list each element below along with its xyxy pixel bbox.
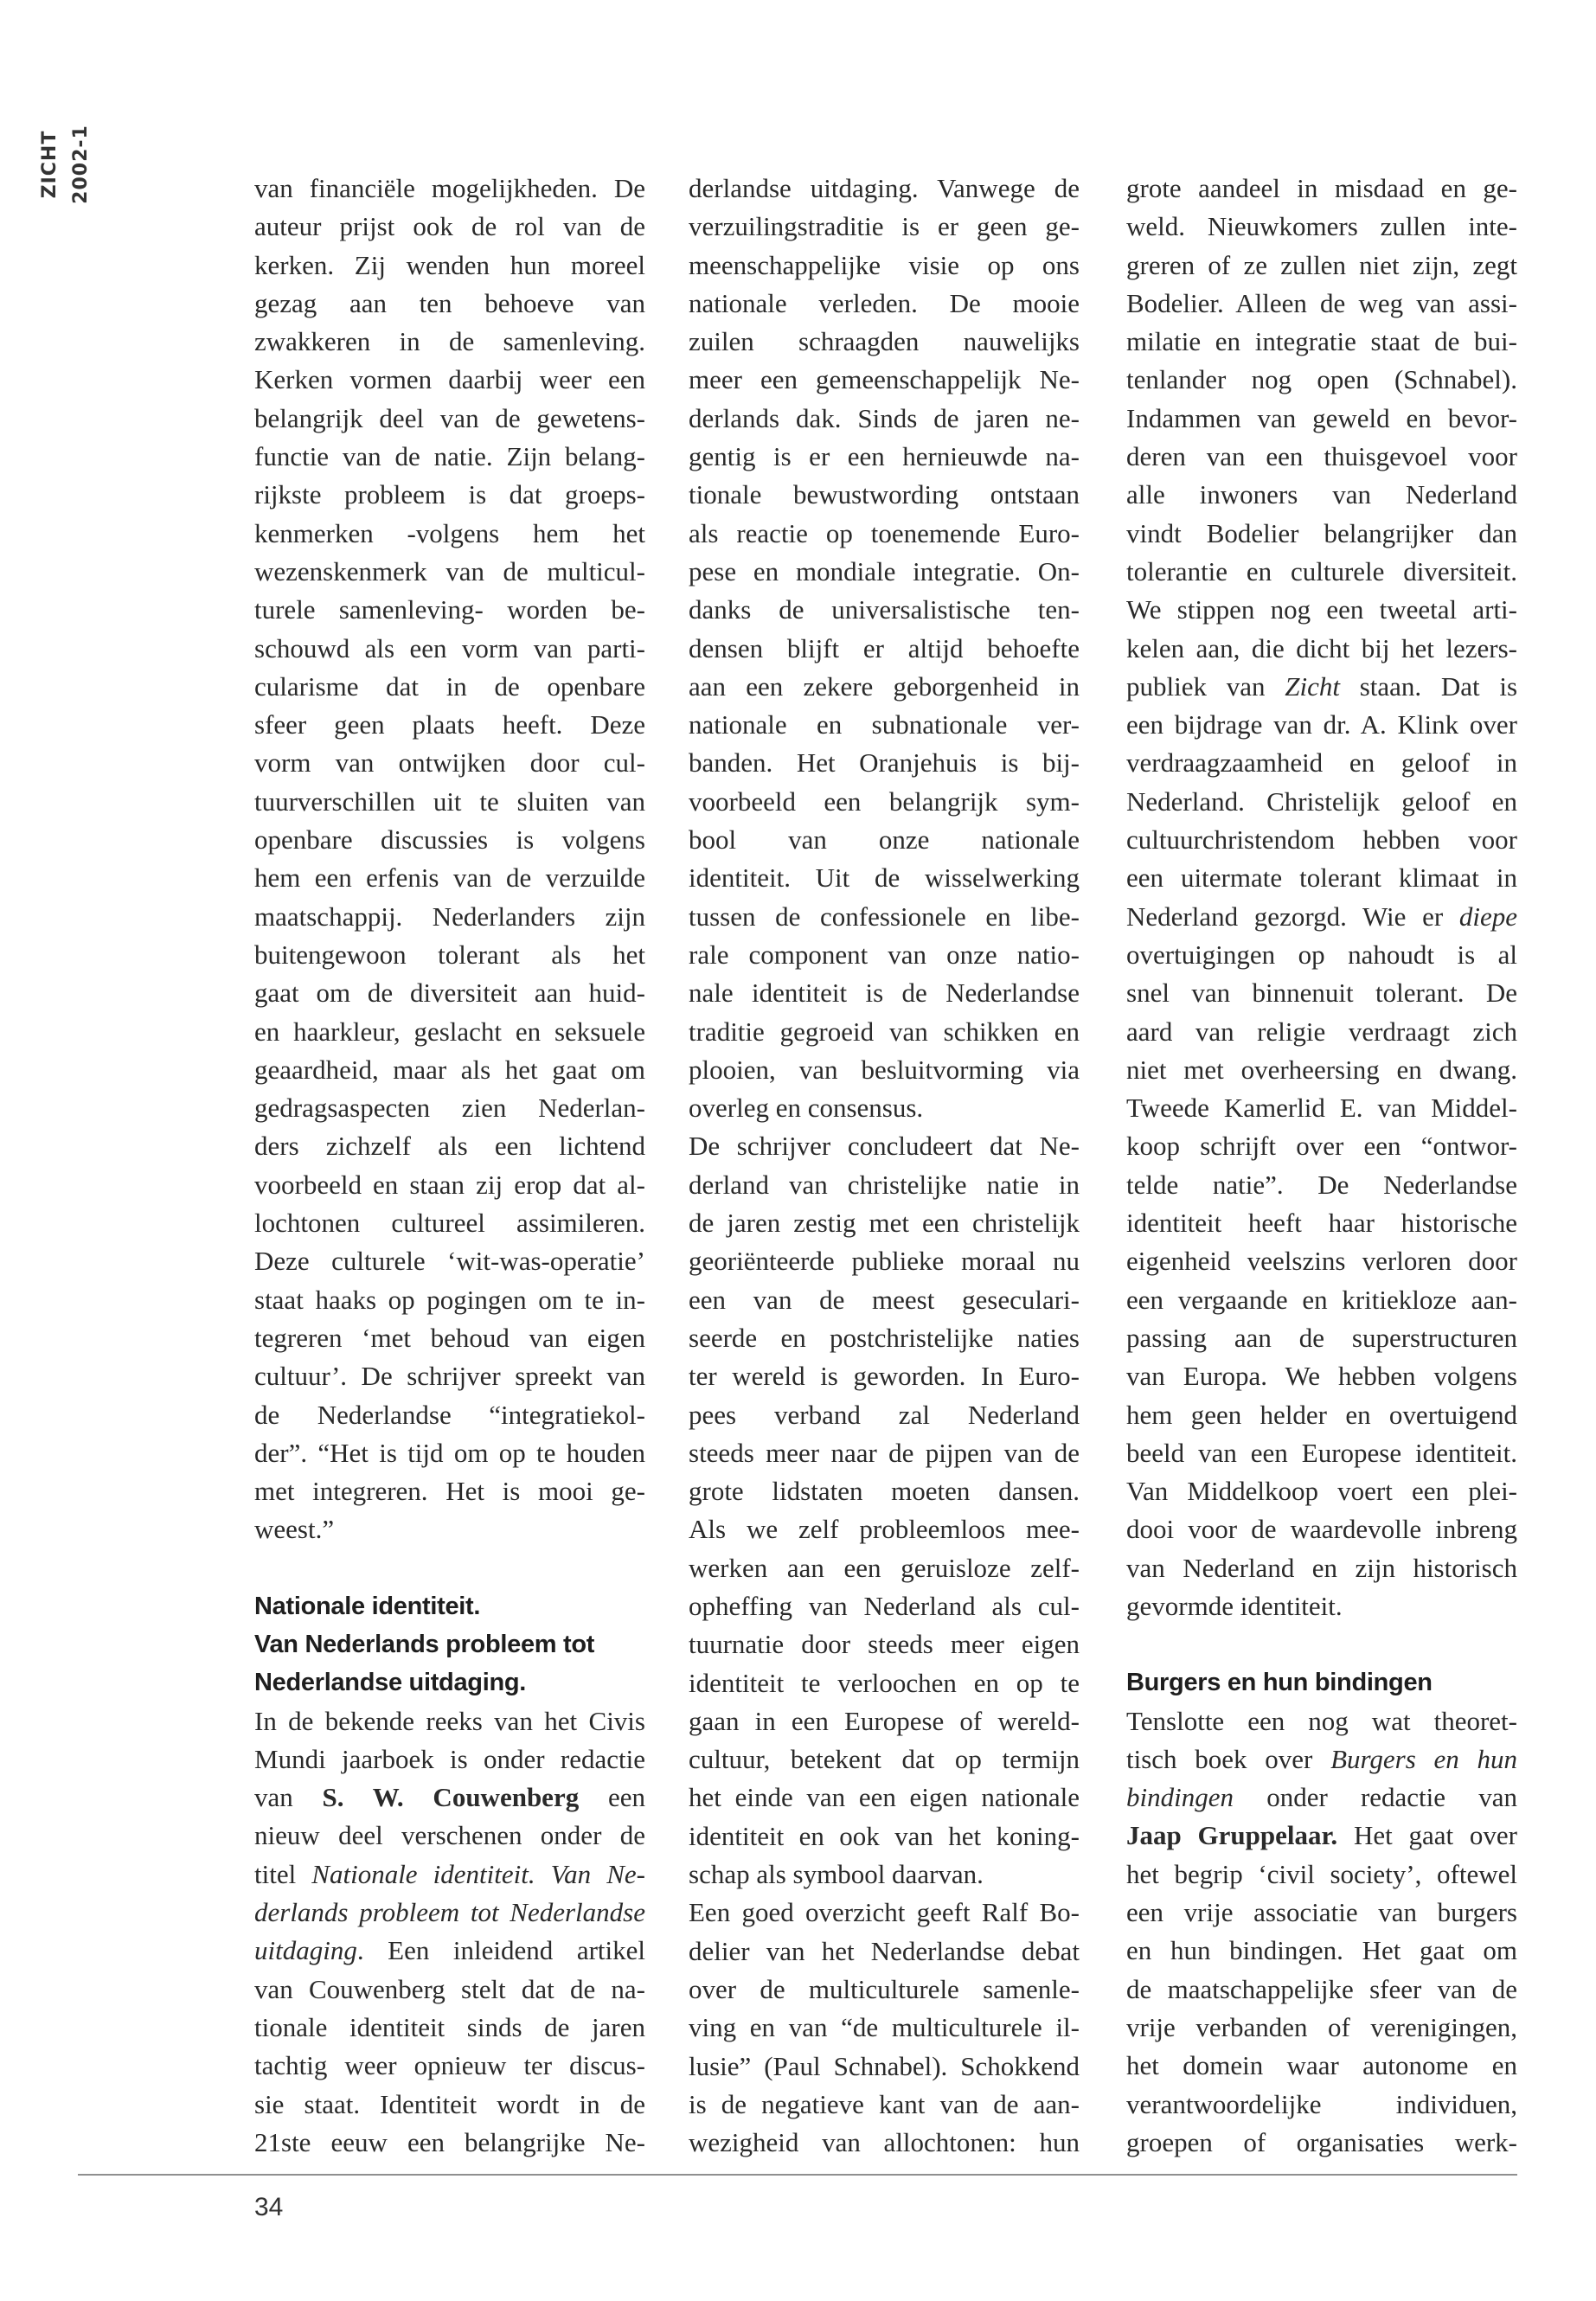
text-line: banden. Het Oranjehuis is bij- [689,747,1080,779]
paragraph [689,170,1080,1127]
book-title: Burgers en hun [1330,1743,1518,1774]
text-line: lochtonen cultureel assimileren. [254,1208,645,1239]
text-line: gevormde identiteit. [1126,1590,1343,1621]
text-line: gezag aan ten behoeve van [254,287,645,318]
text-line: Mundi jaarboek is onder redactie [254,1743,645,1774]
text-line: identiteit en ook van het koning- [689,1820,1080,1851]
text-line: beeld van een Europese identiteit. [1126,1437,1517,1468]
text-line: greren of ze zullen niet zijn, zegt [1126,249,1517,280]
editor-name: S. W. Couwenberg [322,1782,580,1813]
text-line: van Europa. We hebben volgens [1126,1361,1517,1392]
text-line: auteur prijst ook de rol van de [254,211,645,242]
text-line: identiteit heeft haar historische [1126,1208,1517,1239]
text-line: derland van christelijke natie in [689,1169,1080,1200]
text-line: derlandse uitdaging. Vanwege de [689,173,1080,203]
paragraph [254,170,645,1549]
text-line: het einde van een eigen nationale [689,1782,1080,1813]
text-line: hem een erfenis van de verzuilde [254,862,645,894]
text-line: en haarkleur, geslacht en seksuele [254,1016,645,1047]
text-line: titel Nationale identiteit. Van Ne- [254,1858,645,1889]
text-line: Een goed overzicht geeft Ralf Bo- [689,1897,1080,1928]
paragraph [689,1894,1080,2162]
text-line: nationale en subnationale ver- [689,709,1080,740]
text-line: met integreren. Het is mooi ge- [254,1476,645,1507]
text-line: georiënteerde publieke moraal nu [689,1246,1080,1277]
text-line: voorbeeld en staan zij erop dat al- [254,1169,645,1200]
text-line: nationale verleden. De mooie [689,287,1080,318]
text-line: In de bekende reeks van het Civis [254,1705,645,1736]
text-line: zuilen schraagden nauwelijks [689,326,1080,357]
text-line: bool van onze nationale [689,824,1080,856]
text-line: ving en van “de multiculturele il- [689,2012,1080,2043]
text-line: buitengewoon tolerant als het [254,939,645,970]
text-line: meenschappelijke visie op ons [689,249,1080,280]
text-line: sfeer geen plaats heeft. Deze [254,709,645,740]
page-number: 34 [254,2193,284,2221]
text-line: een vrije associatie van burgers [1126,1897,1517,1928]
text-line: hem geen helder en overtuigend [1126,1399,1517,1430]
text-line: Deze culturele ‘wit-was-operatie’ [254,1246,645,1277]
section-heading [254,1587,645,1702]
column-3 [1126,170,1517,2162]
text-line: is de negatieve kant van de aan- [689,2088,1080,2119]
text-line: pees verband zal Nederland [689,1399,1080,1430]
text-line: ders zichzelf als een lichtend [254,1131,645,1162]
paragraph [254,1702,645,2163]
text-line: verantwoordelijke individuen, [1126,2088,1517,2119]
text-line: telde natie”. De Nederlandse [1126,1169,1517,1200]
text-line: schouwd als een vorm van parti- [254,632,645,663]
text-line: pese en mondiale integratie. On- [689,555,1080,586]
text-line: niet met overheersing en dwang. [1126,1054,1517,1085]
text-line: kelen aan, die dicht bij het lezers- [1126,632,1517,663]
text-line: groepen of organisaties werk- [1126,2126,1517,2157]
paragraph [689,1127,1080,1894]
text-line: derlands dak. Sinds de jaren ne- [689,402,1080,433]
text-line: verzuilingstraditie is er geen ge- [689,211,1080,242]
text-line: densen blijft er altijd behoefte [689,632,1080,663]
text-line: tuurnatie door steeds meer eigen [689,1629,1080,1660]
text-line: tussen de confessionele en libe- [689,901,1080,932]
text-line: cultuur’. De schrijver spreekt van [254,1361,645,1392]
emphasis: diepe [1458,901,1517,932]
text-line: uitdaging. Een inleidend artikel [254,1935,645,1966]
heading-line: Nationale identiteit. [254,1592,481,1620]
text-line: turele samenleving- worden be- [254,594,645,625]
text-line: tionale identiteit sinds de jaren [254,2011,645,2042]
text-line: cultuur, betekent dat op termijn [689,1744,1080,1775]
magazine-title: Zicht [1285,670,1340,702]
text-line: lusie” (Paul Schnabel). Schokkend [689,2050,1080,2081]
paragraph [1126,170,1517,1625]
text-line: meer een gemeenschappelijk Ne- [689,364,1080,395]
text-line: koop schrijft over een “ontwor- [1126,1131,1517,1162]
paragraph [1126,1702,1517,2163]
text-line: der”. “Het is tijd om op te houden [254,1437,645,1468]
text-line: aan een zekere geborgenheid in [689,670,1080,702]
text-line: kenmerken -volgens hem het [254,517,645,548]
text-line: nieuw deel verschenen onder de [254,1820,645,1851]
text-line: van financiële mogelijkheden. De [254,173,645,203]
text-line: een van de meest geseculari- [689,1284,1080,1315]
section-heading: Burgers en hun bindingen [1126,1669,1433,1697]
text-line: snel van binnenuit tolerant. De [1126,977,1517,1009]
text-line: identiteit te verloochen en op te [689,1667,1080,1698]
text-line: wezigheid van allochtonen: hun [689,2127,1080,2158]
text-line: Tweede Kamerlid E. van Middel- [1126,1093,1517,1124]
text-line: dooi voor de waardevolle inbreng [1126,1514,1517,1545]
text-line: openbare discussies is volgens [254,824,645,856]
footer-rule [78,2174,1517,2176]
text-line: belangrijk deel van de gewetens- [254,402,645,433]
text-line: ter wereld is geworden. In Euro- [689,1361,1080,1392]
text-line: gaat om de diversiteit aan huid- [254,977,645,1009]
text-line: vrije verbanden of verenigingen, [1126,2011,1517,2042]
text-line: plooien, van besluitvorming via [689,1054,1080,1085]
text-line: het domein waar autonome en [1126,2050,1517,2081]
text-line: als reactie op toenemende Euro- [689,517,1080,548]
text-line: eigenheid veelszins verloren door [1126,1246,1517,1277]
column-2 [689,170,1080,2162]
text-line: alle inwoners van Nederland [1126,479,1517,510]
text-line: en hun bindingen. Het gaat om [1126,1935,1517,1966]
text-line: De schrijver concludeert dat Ne- [689,1131,1080,1162]
book-title: bindingen [1126,1782,1234,1813]
text-line: tionale bewustwording ontstaan [689,479,1080,510]
text-line: verdraagzaamheid en geloof in [1126,747,1517,779]
text-line: weest.” [254,1514,335,1545]
text-line: steeds meer naar de pijpen van de [689,1437,1080,1468]
text-line: Kerken vormen daarbij weer een [254,364,645,395]
text-line: de maatschappelijke sfeer van de [1126,1973,1517,2004]
text-line: een vergaande en kritiekloze aan- [1126,1284,1517,1315]
text-line: Nederland. Christelijk geloof en [1126,785,1517,817]
text-line: 21ste eeuw een belangrijke Ne- [254,2126,645,2157]
text-line: Als we zelf probleemloos mee- [689,1514,1080,1545]
text-line: staat haaks op pogingen om te in- [254,1284,645,1315]
text-line: schap als symbool daarvan. [689,1859,984,1890]
text-line: weld. Nieuwkomers zullen inte- [1126,211,1517,242]
text-line: overleg en consensus. [689,1093,924,1124]
text-line: delier van het Nederlandse debat [689,1935,1080,1966]
text-line: over de multiculturele samenle- [689,1973,1080,2004]
text-line: van Nederland en zijn historisch [1126,1552,1517,1583]
text-line: maatschappij. Nederlanders zijn [254,901,645,932]
text-line: passing aan de superstructuren [1126,1322,1517,1353]
text-line: grote aandeel in misdaad en ge- [1126,173,1517,203]
text-line: Tenslotte een nog wat theoret- [1126,1705,1517,1736]
book-title: derlands probleem tot Nederlandse [254,1897,645,1928]
text-line: aard van religie verdraagt zich [1126,1016,1517,1047]
text-line: voorbeeld een belangrijk sym- [689,785,1080,817]
running-head: ZICHT 2002-1 [39,125,92,204]
text-line: tolerantie en culturele diversiteit. [1126,555,1517,586]
text-line: danks de universalistische ten- [689,594,1080,625]
text-line: van Couwenberg stelt dat de na- [254,1973,645,2004]
text-line: gaan in een Europese of wereld- [689,1705,1080,1736]
text-line: vindt Bodelier belangrijker dan [1126,517,1517,548]
text-line: publiek van Zicht staan. Dat is [1126,670,1518,702]
text-line: Bodelier. Alleen de weg van assi- [1126,287,1517,318]
text-line: cularisme dat in de openbare [254,670,645,702]
text-line: tenlander nog open (Schnabel). [1126,364,1517,395]
text-line: werken aan een geruisloze zelf- [689,1552,1080,1583]
text-line: een bijdrage van dr. A. Klink over [1126,709,1517,740]
text-line: vorm van ontwijken door cul- [254,747,645,779]
text-line: bindingen onder redactie van [1126,1782,1517,1813]
text-line: kerken. Zij wenden hun moreel [254,249,645,280]
text-line: van S. W. Couwenberg een [254,1782,646,1813]
text-line: de Nederlandse “integratiekol- [254,1399,645,1430]
editor-name: Jaap Gruppelaar. [1126,1820,1338,1851]
text-line: tisch boek over Burgers en hun [1126,1743,1518,1774]
text-line: tachtig weer opnieuw ter discus- [254,2050,645,2081]
text-line: gedragsaspecten zien Nederlan- [254,1093,645,1124]
text-line: We stippen nog een tweetal arti- [1126,594,1517,625]
heading-line: Nederlandse uitdaging. [254,1669,527,1697]
text-line: identiteit. Uit de wisselwerking [689,862,1080,894]
text-line: Nederland gezorgd. Wie er diepe [1126,901,1517,932]
text-line: functie van de natie. Zijn belang- [254,441,645,472]
heading-line: Van Nederlands probleem tot [254,1630,595,1658]
text-line: tegreren ‘met behoud van eigen [254,1322,645,1353]
text-line: traditie gegroeid van schikken en [689,1016,1080,1047]
text-line: sie staat. Identiteit wordt in de [254,2088,645,2119]
text-line: de jaren zestig met een christelijk [689,1208,1080,1239]
text-line: grote lidstaten moeten dansen. [689,1476,1080,1507]
text-line: Van Middelkoop voert een plei- [1126,1476,1517,1507]
text-line: gentig is er een hernieuwde na- [689,441,1080,472]
text-line: seerde en postchristelijke naties [689,1322,1080,1353]
text-line: Indammen van geweld en bevor- [1126,402,1517,433]
book-title: Nationale identiteit. Van Ne- [311,1858,645,1889]
text-line: deren van een thuisgevoel voor [1126,441,1517,472]
text-line: rale component van onze natio- [689,939,1080,970]
text-line: rijkste probleem is dat groeps- [254,479,645,510]
text-line: tuurverschillen uit te sluiten van [254,785,645,817]
text-line: het begrip ‘civil society’, oftewel [1126,1858,1517,1889]
text-line: Jaap Gruppelaar. Het gaat over [1126,1820,1517,1851]
text-line: geaardheid, maar als het gaat om [254,1054,645,1085]
text-line: milatie en integratie staat de bui- [1126,326,1517,357]
text-line: cultuurchristendom hebben voor [1126,824,1517,856]
text-line: zwakkeren in de samenleving. [254,326,645,357]
text-line: wezenskenmerk van de multicul- [254,555,645,586]
text-line: opheffing van Nederland als cul- [689,1590,1080,1621]
book-title: uitdaging [254,1935,357,1966]
column-1 [254,170,645,2162]
text-line: een uitermate tolerant klimaat in [1126,862,1517,894]
text-line: overtuigingen op nahoudt is al [1126,939,1517,970]
text-line: nale identiteit is de Nederlandse [689,977,1080,1009]
